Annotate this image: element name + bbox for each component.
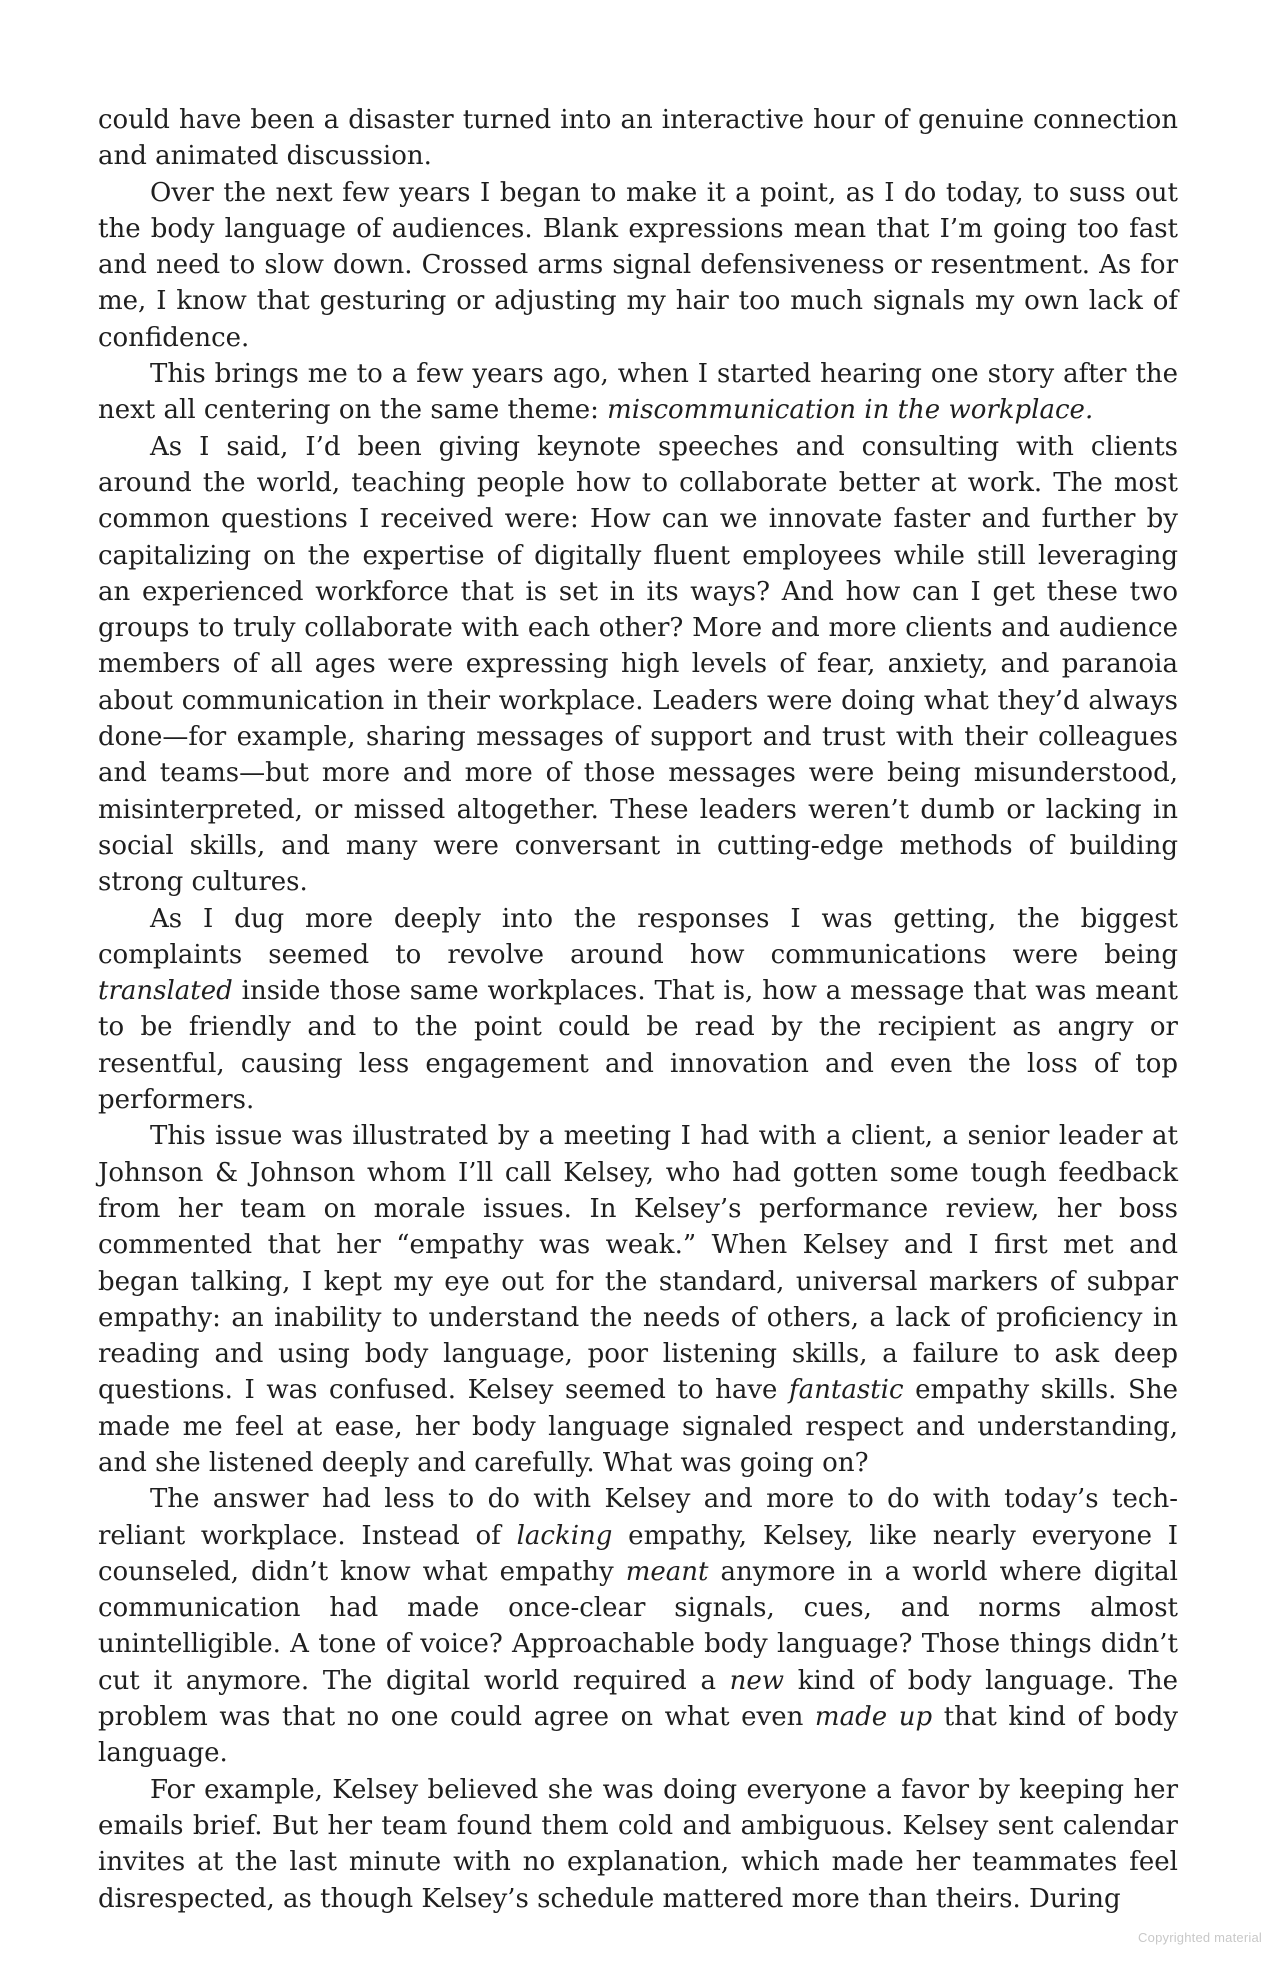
paragraph bbox=[98, 356, 1178, 429]
italic-text: made up bbox=[814, 1702, 933, 1733]
text-run: empathy skills. She made me feel at ease, her body language signaled respect and understanding, and she listened deeply and carefully. What was going on? bbox=[98, 1375, 1178, 1478]
text-run: The answer had less to do with Kelsey and more to do with today’s tech-reliant workplace. Instead of bbox=[98, 1484, 1178, 1551]
paragraph bbox=[98, 1118, 1178, 1481]
text-run: could have been a disaster turned into an interactive hour of genuine connection and animated discussion. bbox=[98, 105, 1178, 172]
copyright-watermark: Copyrighted material bbox=[1138, 1930, 1262, 1945]
italic-text: lacking bbox=[516, 1520, 613, 1551]
text-run: that kind of body language. bbox=[98, 1702, 1178, 1769]
paragraph bbox=[98, 901, 1178, 1119]
text-run: empathy, Kelsey, like nearly everyone I counseled, didn’t know what empathy bbox=[98, 1520, 1178, 1587]
book-page-body bbox=[98, 102, 1178, 1917]
paragraph bbox=[98, 175, 1178, 356]
text-run: As I dug more deeply into the responses I was getting, the biggest complaints seemed to revolve around how communications were being bbox=[98, 903, 1178, 970]
text-run: anymore in a world where digital communication had made once-clear signals, cues, and norms almost unintelligible. A tone of voice? Approachable body language? Those things didn’t cut it anymore. The digital world required a bbox=[98, 1556, 1178, 1696]
paragraph bbox=[98, 429, 1178, 901]
italic-text: miscommunication in the workplace. bbox=[607, 395, 1094, 426]
paragraph bbox=[98, 102, 1178, 175]
italic-text: translated bbox=[98, 976, 233, 1007]
italic-text: fantastic bbox=[789, 1375, 904, 1406]
text-run: This issue was illustrated by a meeting I had with a client, a senior leader at Johnson & Johnson whom I’ll call Kelsey, who had gotten some tough feedback from her team on morale issues. In Kelsey’s performance review, her boss commented that her “empathy was weak.” When Kelsey and I first met and began talking, I kept my eye out for the standard, universal markers of subpar empathy: an inability to understand the needs of others, a lack of proficiency in reading and using body language, poor listening skills, a failure to ask deep questions. I was confused. Kelsey seemed to have bbox=[98, 1121, 1178, 1406]
text-run: For example, Kelsey believed she was doing everyone a favor by keeping her emails brief. But her team found them cold and ambiguous. Kelsey sent calendar invites at the last minute with no explanation, which made her teammates feel disrespected, as though Kelsey’s schedule mattered more than theirs. During bbox=[98, 1774, 1178, 1914]
text-run: inside those same workplaces. That is, how a message that was meant to be friendly and to the point could be read by the recipient as angry or resentful, causing less engagement and innovation and even the loss of top performers. bbox=[98, 976, 1178, 1116]
text-run: This brings me to a few years ago, when I started hearing one story after the next all centering on the same theme: bbox=[98, 359, 1178, 426]
paragraph bbox=[98, 1481, 1178, 1771]
text-run: kind of body language. The problem was that no one could agree on what even bbox=[98, 1665, 1178, 1733]
paragraph bbox=[98, 1772, 1178, 1917]
text-run: Over the next few years I began to make it a point, as I do today, to suss out the body language of audiences. Blank expressions mean that I’m going too fast and need to slow down. Crossed arms signal defensiveness or resentment. As for me, I know that gesturing or adjusting my hair too much signals my own lack of confidence. bbox=[98, 177, 1178, 353]
italic-text: meant bbox=[625, 1556, 709, 1587]
italic-text: new bbox=[729, 1665, 785, 1696]
text-run: As I said, I’d been giving keynote speeches and consulting with clients around the world, teaching people how to collaborate better at work. The most common questions I received were: How can we innovate faster and further by capitalizing on the expertise of digitally fluent employees while still leveraging an experienced workforce that is set in its ways? And how can I get these two groups to truly collaborate with each other? More and more clients and audience members of all ages were expressing high levels of fear, anxiety, and paranoia about communication in their workplace. Leaders were doing what they’d always done—for example, sharing messages of support and trust with their colleagues and teams—but more and more of those messages were being misunderstood, misinterpreted, or missed altogether. These leaders weren’t dumb or lacking in social skills, and many were conversant in cutting-edge methods of building strong cultures. bbox=[98, 431, 1178, 898]
